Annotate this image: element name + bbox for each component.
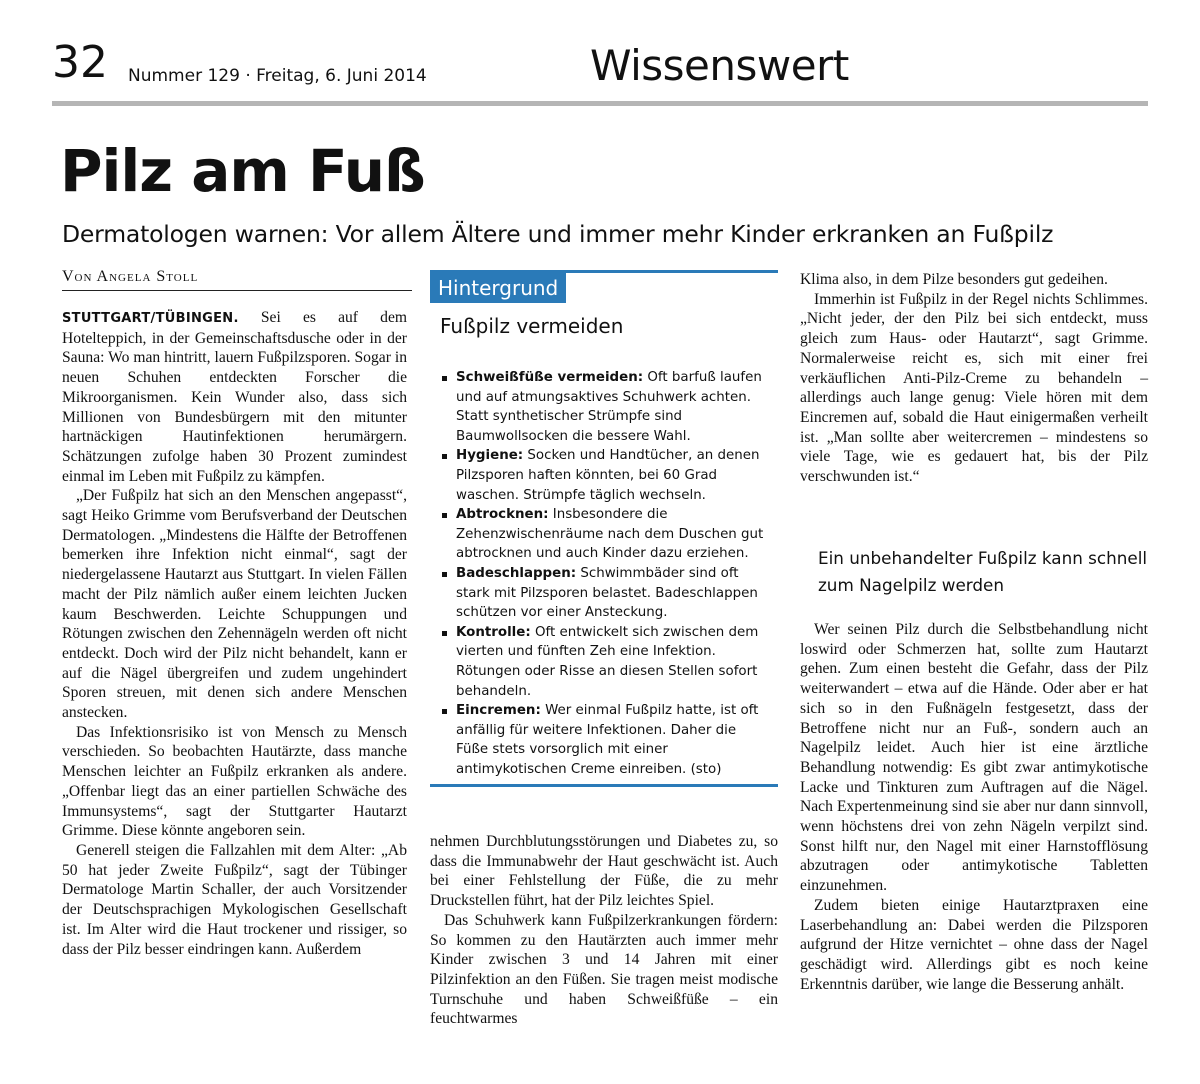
tip-term: Kontrolle: — [456, 624, 531, 640]
info-box-title: Fußpilz vermeiden — [440, 314, 624, 338]
page-number: 32 — [52, 37, 108, 88]
tip-term: Abtrocknen: — [456, 507, 549, 523]
tip-term: Schweißfüße vermeiden: — [456, 370, 644, 385]
tip-item — [442, 701, 772, 779]
subheadline: Dermatologen warnen: Vor allem Ältere und immer mehr Kinder erkranken an Fußpilz — [62, 220, 1054, 248]
paragraph: Immerhin ist Fußpilz in der Regel nichts Schlimmes. „Nicht jeder, der den Pilz bei sich entdeckt, muss gleich zum Haus- oder Hautarzt“, sagt Grimme. Normalerweise reicht es, sich mit einer frei verkäuflichen Anti-Pilz-Creme zu behandeln – allerdings auch lange genug: Viele hören mit dem Eincremen auf, sobald die Haut einigermaßen verheilt ist. „Man sollte aber weitercremen – mindestens so viele Tage, wie es gedauert hat, bis der Pilz verschwunden ist.“ — [800, 290, 1148, 486]
tip-text: Schwimmbäder sind oft stark mit Pilzsporen belastet. Badeschlappen schützen vor einer Ansteckung. — [456, 565, 758, 621]
section-title: Wissenswert — [590, 41, 849, 90]
tip-item — [442, 564, 772, 623]
article-column-1 — [62, 308, 407, 959]
article-column-3 — [800, 270, 1148, 487]
paragraph: „Der Fußpilz hat sich an den Menschen angepasst“, sagt Heiko Grimme vom Berufsverband der Deutschen Dermatologen. „Mindestens die Hälfte der Betroffenen bemerken ihre Infektion nicht einmal“, sagt der niedergelassene Hautarzt aus Stuttgart. In vielen Fällen macht der Pilz nämlich außer einem leichten Jucken kaum Beschwerden. Leichte Schuppungen und Rötungen zwischen den Zehennägeln werden oft nicht entdeckt. Doch wird der Pilz nicht behandelt, kann er auf die Nägel übergreifen und zudem ungehindert Sporen streuen, mit denen sich andere Menschen anstecken. — [62, 487, 407, 722]
tip-item — [442, 368, 772, 446]
tip-term: Badeschlappen: — [456, 565, 577, 581]
tips-list — [442, 368, 772, 779]
byline-divider — [62, 290, 412, 291]
tip-term: Hygiene: — [456, 448, 524, 464]
issue-info: Nummer 129 · Freitag, 6. Juni 2014 — [128, 66, 427, 86]
headline: Pilz am Fuß — [60, 137, 425, 205]
tip-text: Wer einmal Fußpilz hatte, ist oft anfällig für weitere Infektionen. Daher die Füße stets vorsorglich mit einer antimykotischen Creme einreiben. (sto) — [456, 703, 759, 777]
tip-item — [442, 505, 772, 564]
crosshead: Ein unbehandelter Fußpilz kann schnell zum Nagelpilz werden — [818, 548, 1148, 595]
paragraph: Das Schuhwerk kann Fußpilzerkrankungen fördern: So kommen zu den Hautärzten auch immer mehr Kinder zwischen 3 und 14 Jahren mit einer Pilzinfektion an den Füßen. Sie tragen meist modische Turnschuhe und haben Schweißfüße – ein feuchtwarmes — [430, 911, 778, 1028]
paragraph: Generell steigen die Fallzahlen mit dem Alter: „Ab 50 hat jeder Zweite Fußpilz“, sagt der Tübinger Dermatologe Martin Schaller, der auch Vorsitzender der Deutschsprachigen Mykologischen Gesellschaft ist. Im Alter wird die Haut trockener und rissiger, so dass der Pilz besser eindringen kann. Außerdem — [62, 841, 407, 958]
article-column-3-lower — [800, 620, 1148, 994]
tip-text: Insbesondere die Zehenzwischenräume nach dem Duschen gut abtrocknen und auch Kinder dazu erziehen. — [456, 507, 764, 562]
paragraph-text: Sei es auf dem Hotelteppich, in der Gemeinschaftsdusche oder in der Sauna: Wo man hintritt, lauern Fußpilzsporen. Sogar in neuen Schuhen entdeckten Forscher die Mikroorganismen. Kein Wunder also, dass sich Millionen von Bundesbürgern mit den mitunter hartnäckigen Hautinfektionen herumärgern. Schätzungen zufolge haben 30 Prozent zumindest einmal im Leben mit Fußpilz zu kämpfen. — [62, 309, 407, 485]
tip-text: Oft barfuß laufen und auf atmungsaktives Schuhwerk achten. Statt synthetischer Strümpfe sind Baumwollsocken die bessere Wahl. — [456, 370, 762, 444]
tip-text: Oft entwickelt sich zwischen dem vierten und fünften Zeh eine Infektion. Rötungen oder Risse an diesen Stellen sofort behandeln. — [456, 624, 759, 699]
tip-term: Eincremen: — [456, 703, 541, 719]
header-rule — [52, 101, 1148, 106]
article-column-2 — [430, 832, 778, 1029]
info-box-label: Hintergrund — [430, 273, 566, 303]
tip-item — [442, 446, 772, 505]
info-box-bottom-rule — [430, 784, 778, 787]
paragraph: Zudem bieten einige Hautarztpraxen eine Laserbehandlung an: Dabei werden die Pilzsporen aufgrund der Hitze vernichtet – ohne dass der Nagel geschädigt wird. Allerdings gibt es noch keine Erkenntnis darüber, wie lange die Besserung anhält. — [800, 896, 1148, 993]
info-box — [430, 270, 778, 790]
dateline: STUTTGART/TÜBINGEN. — [62, 311, 239, 326]
paragraph — [62, 308, 407, 486]
paragraph: Wer seinen Pilz durch die Selbstbehandlung nicht loswird oder Schmerzen hat, sollte zum Hautarzt gehen. Zum einen besteht die Gefahr, dass der Pilz weiterwandert – etwa auf die Hände. Oder aber er hat sich so in den Fußnägeln festgesetzt, dass der Betroffene nicht nur an Fuß-, sondern auch an Nagelpilz leidet. Auch hier ist eine ärztliche Behandlung notwendig: Es gibt zwar antimykotische Lacke und Tinkturen zum Auftragen auf die Nägel. Nach Expertenmeinung sind sie aber nur dann sinnvoll, wenn höchstens drei von zehn Nägeln verpilzt sind. Sonst hilft nur, den Nagel mit einer Harnstofflösung abzutragen oder antimykotische Tabletten einzunehmen. — [800, 621, 1148, 895]
tip-item — [442, 623, 772, 701]
paragraph: Klima also, in dem Pilze besonders gut gedeihen. — [800, 271, 1108, 288]
paragraph: nehmen Durchblutungsstörungen und Diabetes zu, so dass die Immunabwehr der Haut geschwächt ist. Auch bei einer Fehlstellung der Füße, die zu mehr Druckstellen führt, hat der Pilz leichtes Spiel. — [430, 833, 778, 910]
byline: Von Angela Stoll — [62, 268, 199, 285]
tip-text: Socken und Handtücher, an denen Pilzsporen haften könnten, bei 60 Grad waschen. Strümpfe täglich wechseln. — [456, 448, 760, 503]
paragraph: Das Infektionsrisiko ist von Mensch zu Mensch verschieden. So beobachten Hautärzte, dass manche Menschen leichter an Fußpilz erkranken als andere. „Offenbar liegt das an einer partiellen Schwäche des Immunsystems“, sagt der Stuttgarter Hautarzt Grimme. Diese könnte angeboren sein. — [62, 723, 407, 840]
